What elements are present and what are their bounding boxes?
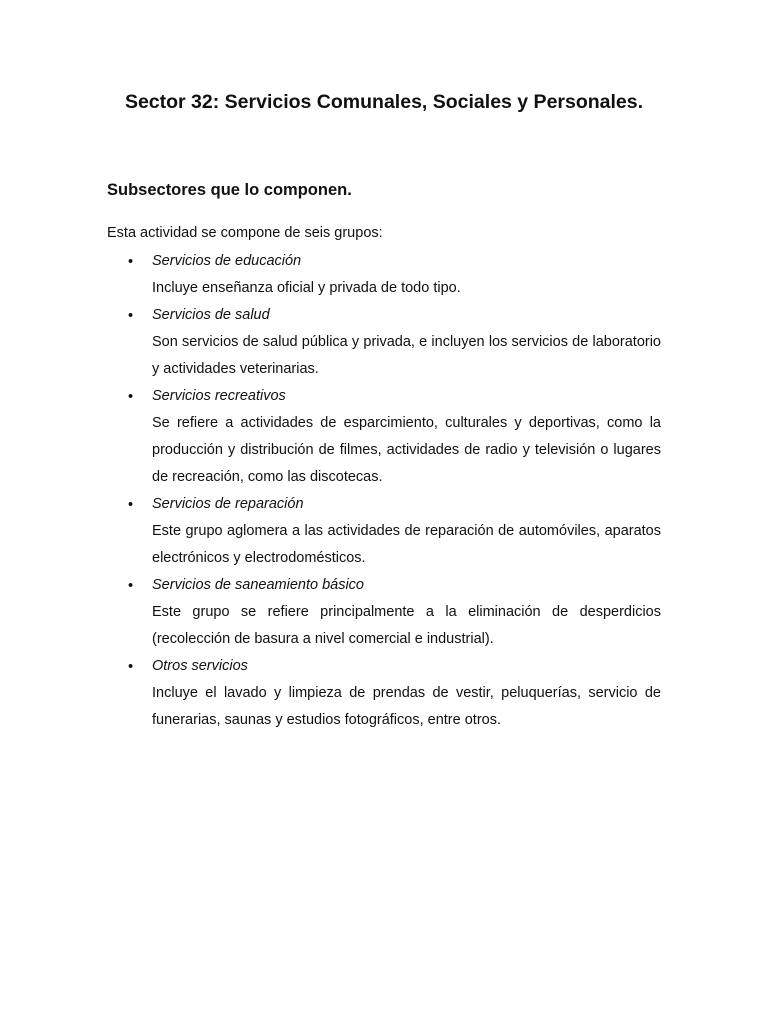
list-item bbox=[0, 302, 768, 383]
group-description: Este grupo aglomera a las actividades de reparación de automóviles, aparatos electrónicos y electrodomésticos. bbox=[152, 523, 661, 566]
list-item bbox=[0, 491, 768, 572]
list-item bbox=[0, 653, 768, 734]
group-name: Servicios de reparación bbox=[152, 496, 304, 512]
group-description: Son servicios de salud pública y privada, e incluyen los servicios de laboratorio y actividades veterinarias. bbox=[152, 334, 661, 377]
group-description: Incluye enseñanza oficial y privada de todo tipo. bbox=[152, 280, 461, 296]
group-name: Servicios de saneamiento básico bbox=[152, 577, 364, 593]
group-name: Servicios de educación bbox=[152, 253, 302, 269]
bullet-icon: • bbox=[128, 389, 134, 405]
bullet-icon: • bbox=[128, 497, 134, 513]
bullet-icon: • bbox=[128, 254, 134, 270]
bullet-icon: • bbox=[128, 308, 134, 324]
list-item bbox=[0, 248, 768, 302]
section-heading: Subsectores que lo componen. bbox=[107, 181, 352, 199]
page-title: Sector 32: Servicios Comunales, Sociales y Personales. bbox=[124, 91, 644, 113]
group-name: Servicios de salud bbox=[152, 307, 270, 323]
group-description: Se refiere a actividades de esparcimiento, culturales y deportivas, como la producción y distribución de filmes, actividades de radio y televisión o lugares de recreación, como las discotecas. bbox=[152, 415, 661, 485]
bullet-icon: • bbox=[128, 578, 134, 594]
group-name: Servicios recreativos bbox=[152, 388, 286, 404]
group-description: Incluye el lavado y limpieza de prendas de vestir, peluquerías, servicio de funerarias, saunas y estudios fotográficos, entre otros. bbox=[152, 685, 661, 728]
group-name: Otros servicios bbox=[152, 658, 248, 674]
bullet-icon: • bbox=[128, 659, 134, 675]
groups-list bbox=[0, 248, 768, 734]
intro-paragraph: Esta actividad se compone de seis grupos: bbox=[107, 225, 383, 241]
list-item bbox=[0, 572, 768, 653]
list-item bbox=[0, 383, 768, 491]
group-description: Este grupo se refiere principalmente a la eliminación de desperdicios (recolección de basura a nivel comercial e industrial). bbox=[152, 604, 661, 647]
